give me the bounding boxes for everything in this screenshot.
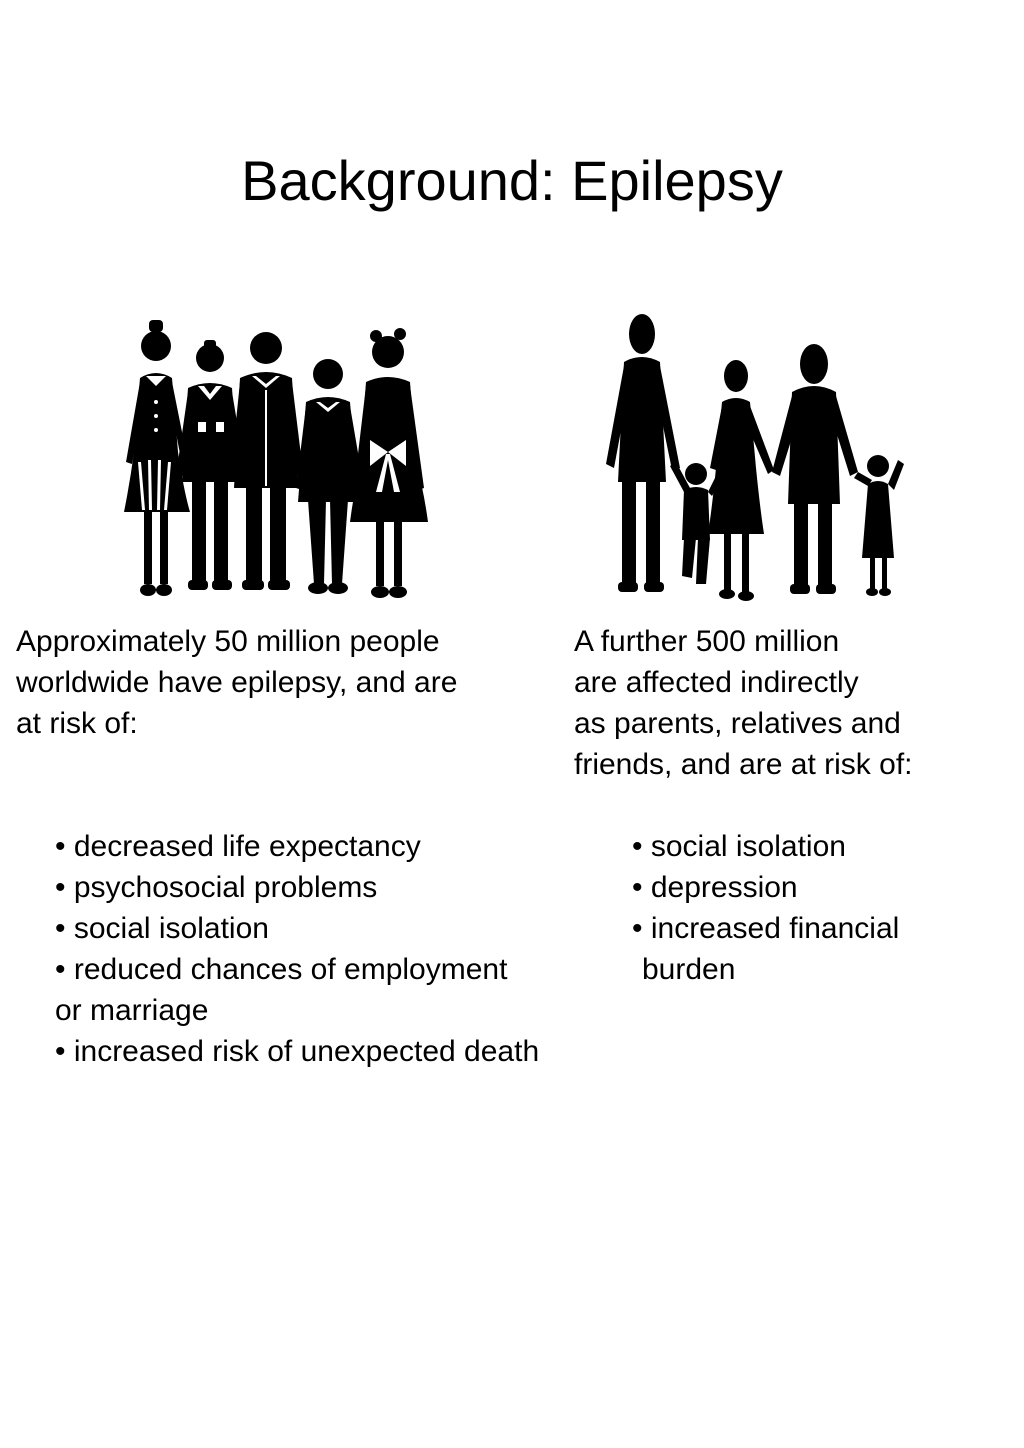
left-risk-list	[55, 826, 539, 1072]
risk-item: • decreased life expectancy	[55, 830, 421, 863]
right-intro-line: are affected indirectly	[574, 666, 859, 699]
adult-silhouette-2	[772, 344, 858, 594]
right-intro-line: friends, and are at risk of:	[574, 748, 913, 781]
risk-item: • social isolation	[55, 912, 269, 945]
child-silhouette-4	[296, 359, 364, 594]
adult-silhouette-1	[606, 314, 680, 592]
left-intro-line: at risk of:	[16, 707, 138, 740]
left-intro-line: Approximately 50 million people	[16, 625, 440, 658]
children-silhouette-icon	[118, 312, 438, 602]
right-intro-line: as parents, relatives and	[574, 707, 901, 740]
risk-item: • social isolation	[632, 830, 846, 863]
right-intro-line: A further 500 million	[574, 625, 840, 658]
risk-item: • psychosocial problems	[55, 871, 378, 904]
risk-item: • depression	[632, 871, 798, 904]
risk-item-continuation: or marriage	[55, 994, 209, 1027]
left-intro	[16, 621, 457, 744]
left-intro-line: worldwide have epilepsy, and are	[16, 666, 458, 699]
risk-item: • increased risk of unexpected death	[55, 1035, 540, 1068]
risk-item-continuation: burden	[642, 953, 736, 986]
risk-item: • increased financial	[632, 912, 900, 945]
page-title: Background: Epilepsy	[241, 149, 783, 212]
child-silhouette-girl	[854, 455, 904, 596]
right-risk-list	[632, 826, 899, 990]
adult-silhouette-woman	[708, 360, 774, 601]
right-intro	[574, 621, 913, 785]
risk-item: • reduced chances of employment	[55, 953, 508, 986]
family-silhouette-icon	[596, 308, 912, 602]
